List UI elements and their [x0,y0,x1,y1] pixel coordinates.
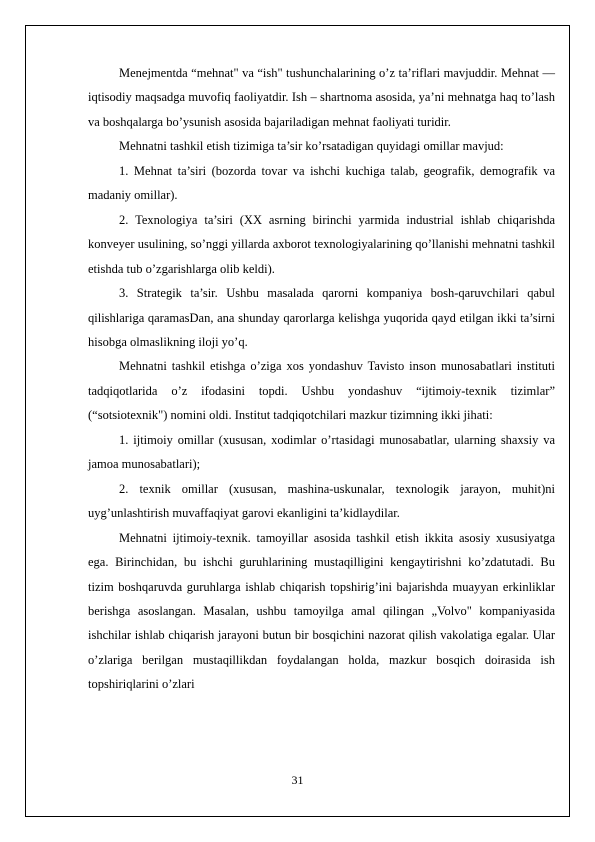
paragraph-intro: Menejmentda “mehnat" va “ish" tushunchalarining o’z ta’riflari mavjuddir. Mehnat — iqtisodiy maqsadga muvofiq faoliyatdir. Ish – shartnoma asosida, ya’ni mehnatga haq to’lash va boshqalarga bo’ysunish asosida bajariladigan mehnat faoliyati turidir. [88,66,555,129]
paragraph-sociotechnical: Mehnatni ijtimoiy-texnik. tamoyillar asosida tashkil etish ikkita asosiy xususiyatga ega. Birinchidan, bu ishchi guruhlarining mustaqilligini kengaytirishni ko’zdatutadi. Bu tizim boshqaruvda guruhlarga ishlab chiqarish topshirig’ini bajarishda muayyan erkinliklar berishga asoslangan. Masalan, ushbu tamoyilga amal qilingan „Volvo" kompaniyasida ishchilar ishlab chiqarish jarayoni butun bir bosqichini nazorat qilish vakolatiga egalar. Ular o’zlariga berilgan mustaqillikdan foydalangan holda, mazkur bosqich doirasida ish topshiriqlarini o’zlari [88,530,555,692]
paragraph-tavistock: Mehnatni tashkil etishga o’ziga xos yondashuv Tavisto inson munosabatlari instituti tadqiqotlarida o’z ifodasini topdi. Ushbu yondashuv “ijtimoiy-texnik tizimlar” (“sotsiotexnik") nomini oldi. Institut tadqiqotchilari mazkur tizimning ikki jihati: [88,359,555,423]
paragraph-aspect-2: 2. texnik omillar (xususan, mashina-uskunalar, texnologik jarayon, muhit)ni uyg’unlashtirish muvaffaqiyat garovi ekanligini ta’kidlaydilar. [88,481,555,521]
paragraph-factor-3: 3. Strategik ta’sir. Ushbu masalada qarorni kompaniya bosh-qaruvchilari qabul qilishlariga qaramasDan, ana shunday qarorlarga kelishga yuqorida qayd etilgan ikki ta’sirni hisobga olmaslikning iloji yo’q. [88,286,555,349]
page-number: 31 [291,773,304,787]
paragraph-factor-2: 2. Texnologiya ta’siri (XX asrning birinchi yarmida industrial ishlab chiqarishda konveyer usulining, so’nggi yillarda axborot texnologiyalarining qo’llanishi mehnatni tashkil etishda tub o’zgarishlarga olib keldi). [88,212,555,276]
paragraph-factor-1: 1. Mehnat ta’siri (bozorda tovar va ishchi kuchiga talab, geografik, demografik va madaniy omillar). [88,163,555,203]
body-text [88,61,555,697]
paragraph-aspect-1: 1. ijtimoiy omillar (xususan, xodimlar o’rtasidagi munosabatlar, ularning shaxsiy va jamoa munosabatlari); [88,432,555,472]
paragraph-factors-lead: Mehnatni tashkil etish tizimiga ta’sir ko’rsatadigan quyidagi omillar mavjud: [119,139,504,154]
